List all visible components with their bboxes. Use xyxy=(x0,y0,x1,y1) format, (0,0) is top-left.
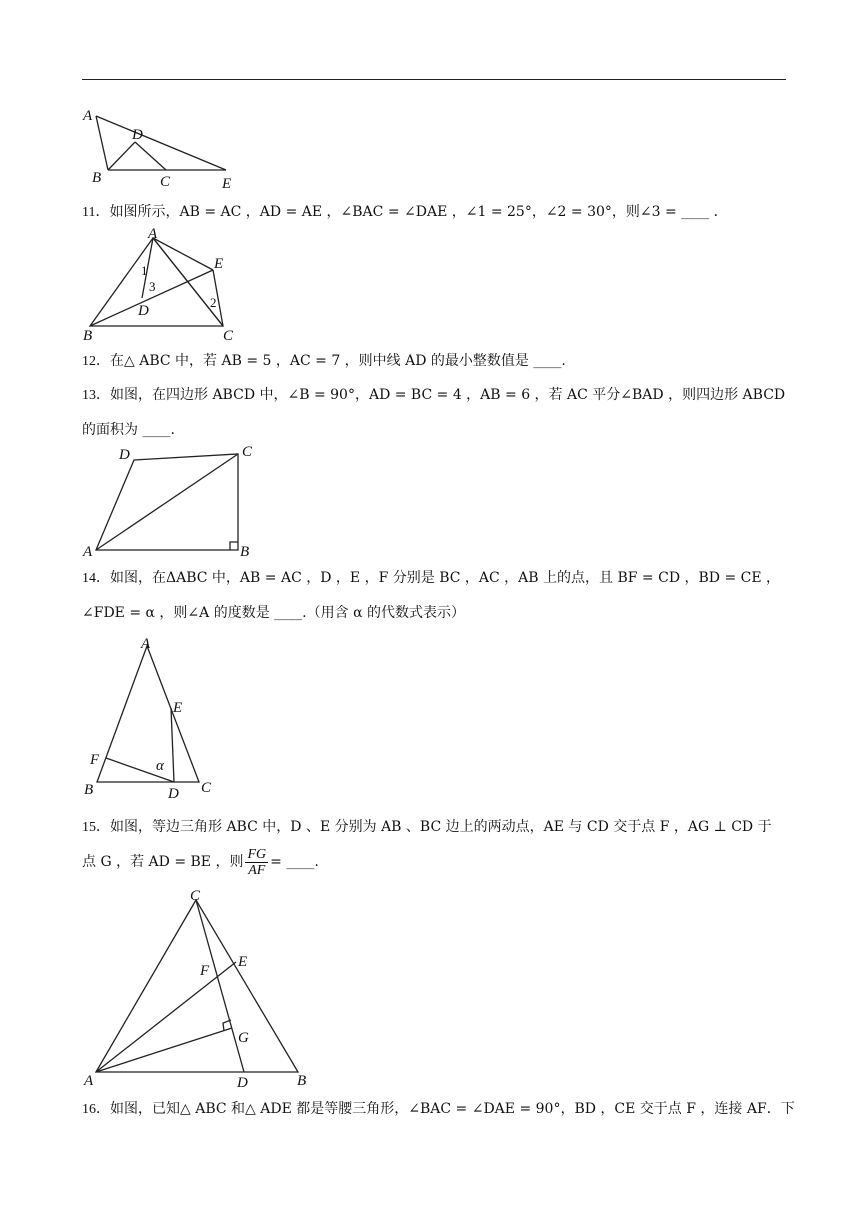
question-number: 16． xyxy=(82,1102,110,1117)
label-b: B xyxy=(297,1073,307,1089)
angle-3: 3 xyxy=(149,279,156,294)
figure-11 xyxy=(80,228,250,346)
question-text-cont: 点 G ，若 AD = BE ，则 xyxy=(82,854,244,870)
label-c: C xyxy=(242,444,253,460)
question-text: 如图，已知△ ABC 和△ ADE 都是等腰三角形，∠BAC = ∠DAE = 90°，BD ，CE 交于点 F ，连接 AF．下 xyxy=(110,1101,795,1117)
question-text: 如图，在ΔABC 中，AB = AC ，D ，E ，F 分别是 BC ，AC ，AB 上的点，且 BF = CD ，BD = CE ， xyxy=(110,570,781,586)
label-e: E xyxy=(214,256,224,272)
label-f: F xyxy=(90,752,100,768)
question-number: 11． xyxy=(82,205,110,220)
question-number: 15． xyxy=(82,820,110,835)
label-a: A xyxy=(84,1073,94,1089)
label-a: A xyxy=(83,544,93,560)
label-b: B xyxy=(240,544,250,560)
header-rule xyxy=(82,79,786,80)
label-a: A xyxy=(141,636,151,652)
question-11 xyxy=(82,195,788,230)
label-d: D xyxy=(168,786,179,802)
angle-2: 2 xyxy=(210,295,217,310)
figure-14 xyxy=(80,634,230,800)
question-15 xyxy=(82,810,788,879)
figure-top xyxy=(80,100,250,192)
question-13 xyxy=(82,378,788,447)
question-14 xyxy=(82,561,788,630)
label-f: F xyxy=(200,963,210,979)
label-c: C xyxy=(201,780,212,796)
label-g: G xyxy=(238,1030,249,1046)
question-number: 13． xyxy=(82,388,110,403)
label-e: E xyxy=(173,700,183,716)
angle-1: 1 xyxy=(141,263,148,278)
label-d: D xyxy=(132,127,143,143)
question-text-end: = ____. xyxy=(270,854,319,870)
question-text: 如图，等边三角形 ABC 中，D 、E 分别为 AB 、BC 边上的两动点，AE 与 CD 交于点 F ，AG ⊥ CD 于 xyxy=(110,819,772,835)
question-12 xyxy=(82,344,788,379)
label-b: B xyxy=(83,328,93,344)
fraction-numerator: FG xyxy=(247,846,267,862)
angle-alpha: α xyxy=(156,758,164,774)
label-b: B xyxy=(92,170,102,186)
label-c: C xyxy=(160,174,171,190)
question-text: 在△ ABC 中，若 AB = 5 ，AC = 7 ，则中线 AD 的最小整数值是 ____. xyxy=(110,353,566,369)
figure-13 xyxy=(80,440,270,562)
question-number: 12． xyxy=(82,354,110,369)
label-d: D xyxy=(119,447,130,463)
label-d: D xyxy=(237,1075,248,1091)
label-e: E xyxy=(238,954,248,970)
fraction-denominator: AF xyxy=(245,862,268,878)
label-c: C xyxy=(223,328,234,344)
question-number: 14． xyxy=(82,571,110,586)
label-c: C xyxy=(190,888,201,904)
question-text-cont: ∠FDE = α ，则∠A 的度数是 ____.（用含 α 的代数式表示） xyxy=(82,605,465,621)
label-b: B xyxy=(84,782,94,798)
label-e: E xyxy=(222,176,232,192)
question-text-cont: 的面积为 ____. xyxy=(82,422,175,438)
question-text: 如图所示，AB = AC ，AD = AE ，∠BAC = ∠DAE ，∠1 = 25°，∠2 = 30°，则∠3 = ____ ． xyxy=(109,204,728,220)
label-a: A xyxy=(148,226,158,242)
question-16 xyxy=(82,1092,795,1127)
label-d: D xyxy=(138,303,149,319)
figure-15 xyxy=(80,886,320,1092)
question-text: 如图，在四边形 ABCD 中，∠B = 90°，AD = BC = 4 ，AB = 6 ，若 AC 平分∠BAD ，则四边形 ABCD xyxy=(110,387,786,403)
fraction xyxy=(245,847,268,878)
label-a: A xyxy=(83,108,93,124)
